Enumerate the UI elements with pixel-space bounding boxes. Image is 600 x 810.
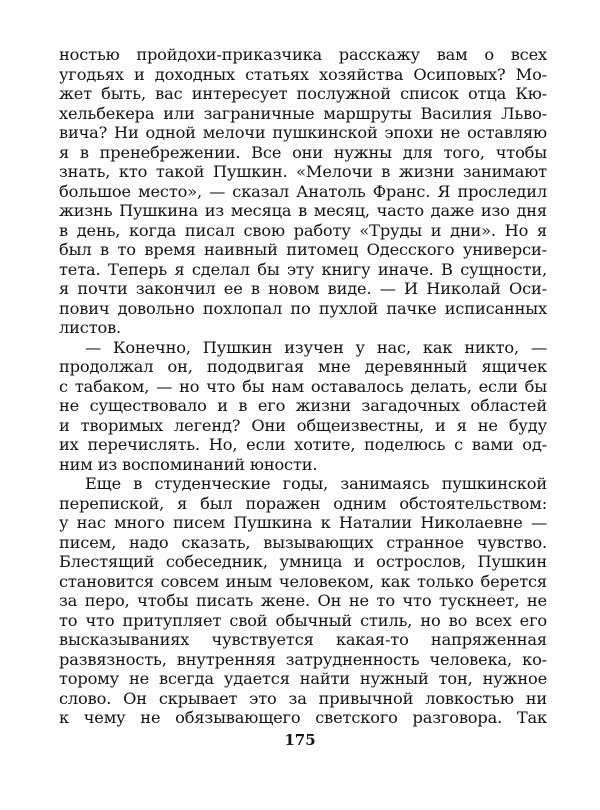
text-line: пович довольно похлопал по пухлой пачке исписанных <box>59 298 547 318</box>
text-line: слово. Он скрывает это за привычной ловкостью ни <box>59 688 547 708</box>
text-line: не существовало и в его жизни загадочных областей <box>59 396 547 415</box>
text-line: с табаком, — но что бы нам оставалось делать, если бы <box>59 376 547 396</box>
text-line: большое место», — сказал Анатоль Франс. Я проследил <box>59 181 547 201</box>
text-line: тета. Теперь я сделал бы эту книгу иначе. В сущности, <box>59 259 547 279</box>
text-line: их перечислять. Но, если хотите, поделюсь с вами од- <box>59 435 547 454</box>
text-line: ностью пройдохи-приказчика расскажу вам о всех <box>59 45 547 64</box>
text-line: хельбекера или заграничные маршруты Василия Льво- <box>59 103 547 123</box>
text-line: угодьях и доходных статьях хозяйства Осиповых? Мо- <box>59 64 547 84</box>
text-line: перепиской, я был поражен одним обстоятельством: <box>59 493 547 513</box>
text-line: развязность, внутренняя затрудненность человека, ко- <box>59 649 547 669</box>
text-line: Еще в студенческие годы, занимаясь пушкинской <box>85 474 547 493</box>
text-line: листов. <box>59 318 122 337</box>
text-line: я в пренебрежении. Все они нужны для того, чтобы <box>59 142 547 162</box>
body-text <box>59 45 547 728</box>
text-line: высказываниях чувствуется какая-то напряженная <box>59 630 547 649</box>
text-line: торому не всегда удается найти нужный тон, нужное <box>59 669 547 688</box>
text-line: в день, когда писал свою работу «Труды и дни». Но я <box>59 220 547 240</box>
text-line: становится совсем иным человеком, как только берется <box>59 571 547 591</box>
text-line: вича? Ни одной мелочи пушкинской эпохи не оставляю <box>59 123 547 142</box>
text-line: писем, надо сказать, вызывающих странное чувство. <box>59 532 547 552</box>
text-line: к чему не обязывающего светского разговора. Так <box>59 708 547 727</box>
text-line: был в то время наивный питомец Одесского универси- <box>59 240 547 259</box>
text-line: и творимых легенд? Они общеизвестны, и я не буду <box>59 415 547 435</box>
text-line: то что притупляет свой обычный стиль, но во всех его <box>59 610 547 630</box>
text-line: продолжал он, пододвигая мне деревянный ящичек <box>59 357 547 376</box>
text-line: Блестящий собеседник, умница и острослов, Пушкин <box>59 552 547 571</box>
text-line: за перо, чтобы писать жене. Он не то что тускнеет, не <box>59 591 547 610</box>
text-line: знать, кто такой Пушкин. «Мелочи в жизни занимают <box>59 162 547 181</box>
page-number: 175 <box>284 731 316 749</box>
text-line: ним из воспоминаний юности. <box>59 454 318 474</box>
text-line: я почти закончил ее в новом виде. — И Николай Оси- <box>59 279 547 298</box>
text-line: жизнь Пушкина из месяца в месяц, часто даже изо дня <box>59 201 547 220</box>
text-line: у нас много писем Пушкина к Наталии Николаевне — <box>59 513 547 532</box>
text-line: — Конечно, Пушкин изучен у нас, как никто, — <box>85 337 547 357</box>
text-line: жет быть, вас интересует послужной список отца Кю- <box>59 84 547 103</box>
